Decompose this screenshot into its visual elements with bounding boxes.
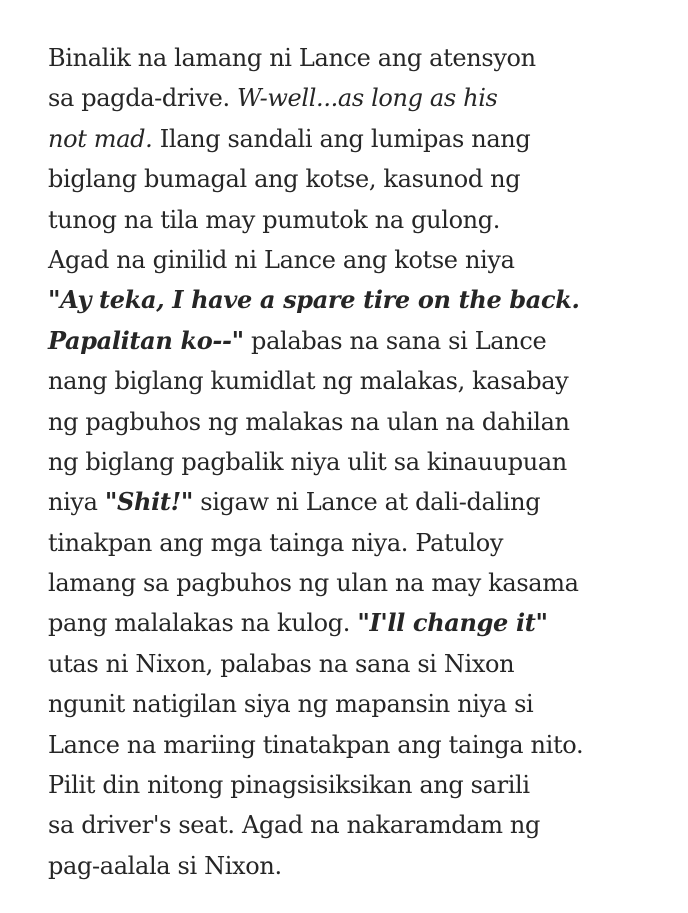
paragraph-line <box>48 78 678 118</box>
paragraph-line <box>48 38 678 78</box>
text-segment: pag-aalala si Nixon. <box>48 851 282 880</box>
emphasized-text: "Ay teka, I have a spare tire on the back. <box>48 285 580 315</box>
paragraph-line <box>48 280 678 320</box>
text-segment: pang malalakas na kulog. <box>48 609 358 638</box>
emphasized-text: "Shit!" <box>104 487 193 517</box>
paragraph-line <box>48 563 678 603</box>
paragraph-line <box>48 442 678 482</box>
paragraph-line <box>48 684 678 724</box>
text-segment: Pilit din nitong pinagsisiksikan ang sarili <box>48 771 530 800</box>
text-segment: nang biglang kumidlat ng malakas, kasabay <box>48 367 569 396</box>
paragraph-line <box>48 523 678 563</box>
text-segment: tunog na tila may pumutok na gulong. <box>48 205 501 234</box>
emphasized-text: "I'll change it" <box>357 608 548 638</box>
text-segment: sa driver's seat. Agad na nakaramdam ng <box>48 811 541 840</box>
paragraph-line <box>48 119 678 159</box>
emphasized-text: W-well...as long as his <box>237 84 498 113</box>
emphasized-text: not mad. <box>48 124 153 153</box>
paragraph-line <box>48 725 678 765</box>
paragraph-line <box>48 765 678 805</box>
text-segment: niya <box>48 488 105 517</box>
text-segment: utas ni Nixon, palabas na sana si Nixon <box>48 649 515 678</box>
paragraph-line <box>48 200 678 240</box>
text-segment: ng biglang pagbalik niya ulit sa kinauupuan <box>48 447 567 476</box>
text-segment: sa pagda-drive. <box>48 84 238 113</box>
text-segment: Agad na ginilid ni Lance ang kotse niya <box>48 245 515 274</box>
text-segment: sigaw ni Lance at dali-daling <box>192 488 541 517</box>
paragraph-line <box>48 603 678 643</box>
paragraph-line <box>48 805 678 845</box>
paragraph-line <box>48 846 678 886</box>
text-segment: Ilang sandali ang lumipas nang <box>152 124 531 153</box>
text-segment: palabas na sana si Lance <box>243 326 547 355</box>
emphasized-text: Papalitan ko--" <box>48 325 244 355</box>
story-text <box>48 38 678 886</box>
text-segment: Binalik na lamang ni Lance ang atensyon <box>48 44 536 72</box>
paragraph-line <box>48 644 678 684</box>
paragraph-line <box>48 361 678 401</box>
text-segment: Lance na mariing tinatakpan ang tainga nito. <box>48 730 584 759</box>
text-segment: tinakpan ang mga tainga niya. Patuloy <box>48 528 504 557</box>
paragraph-line <box>48 402 678 442</box>
text-segment: ngunit natigilan siya ng mapansin niya si <box>48 690 534 719</box>
paragraph-line <box>48 321 678 361</box>
text-segment: ng pagbuhos ng malakas na ulan na dahilan <box>48 407 570 436</box>
text-segment: biglang bumagal ang kotse, kasunod ng <box>48 165 521 194</box>
paragraph-line <box>48 159 678 199</box>
paragraph-line <box>48 482 678 522</box>
paragraph-line <box>48 240 678 280</box>
text-segment: lamang sa pagbuhos ng ulan na may kasama <box>48 569 579 598</box>
